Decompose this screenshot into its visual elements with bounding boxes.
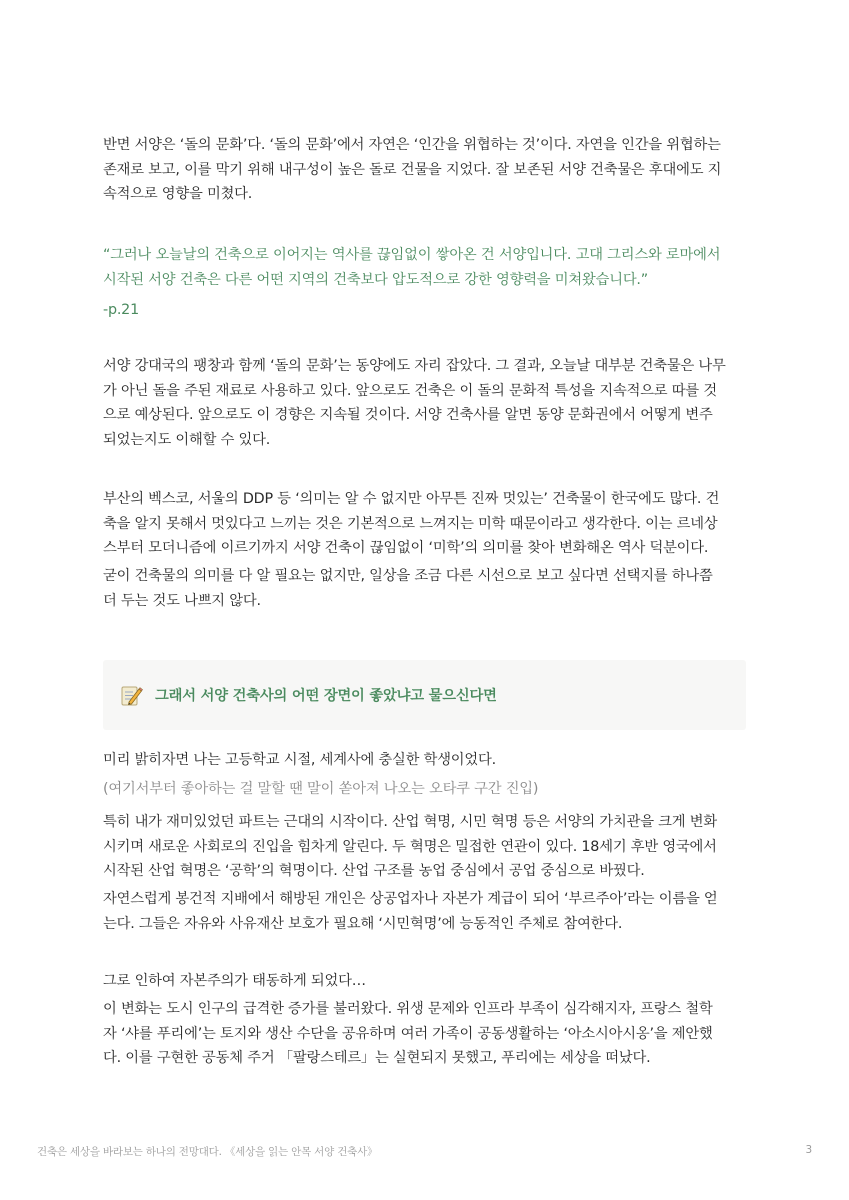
paragraph-fourier [103,997,713,1071]
text-line: 서양 강대국의 팽창과 함께 ‘돌의 문화’는 동양에도 자리 잡았다. 그 결과, 오늘날 대부분 건축물은 나무 [103,358,726,374]
text-line: 더 두는 것도 나쁘지 않다. [103,592,261,609]
quote-block [103,243,720,323]
text-line: 축을 알지 못해서 멋있다고 느끼는 것은 기본적으로 느껴지는 미학 때문이라고 생각한다. 이는 르네상 [103,515,718,532]
text-line: 으로 예상된다. 앞으로도 이 경향은 지속될 것이다. 서양 건축사를 알면 동양 문화권에서 어떻게 변주 [103,407,713,423]
paragraph-aside [103,777,538,802]
text-line: 는다. 그들은 자유와 사유재산 보호가 필요해 ‘시민혁명’에 능동적인 주체로 참여한다. [103,915,623,932]
paragraph-stone-culture [103,133,721,207]
text-line: 스부터 모더니즘에 이르기까지 서양 건축이 끊임없이 ‘미학’의 의미를 찾아 변화해온 역사 덕분이다. [103,540,709,556]
text-line: 반면 서양은 ‘돌의 문화’다. ‘돌의 문화’에서 자연은 ‘인간을 위협하는 것’이다. 자연을 인간을 위협하는 [103,137,721,153]
text-line: 다. 이를 구현한 공동체 주거 「팔랑스테르」는 실현되지 못했고, 푸리에는 세상을 떠났다. [103,1050,651,1066]
text-line: 되었는지도 이해할 수 있다. [103,431,271,448]
text-line: 자연스럽게 봉건적 지배에서 해방된 개인은 상공업자나 자본가 계급이 되어 ‘부르주아’라는 이름을 얻 [103,891,718,907]
paragraph-meaning [103,564,713,613]
quote-page-reference: -p.21 [103,302,139,318]
text-line: 미리 밝히자면 나는 고등학교 시절, 세계사에 충실한 학생이었다. [103,752,496,768]
text-line: 존재로 보고, 이를 막기 위해 내구성이 높은 돌로 건물을 지었다. 잘 보존된 서양 건축물은 후대에도 지 [103,161,722,178]
text-line: 굳이 건축물의 의미를 다 알 필요는 없지만, 일상을 조금 다른 시선으로 보고 싶다면 선택지를 하나쯤 [103,568,713,584]
text-line: 시키며 새로운 사회로의 진입을 힘차게 알린다. 두 혁명은 밀접한 연관이 있다. 18세기 후반 영국에서 [103,838,717,855]
paragraph-expansion [103,354,726,452]
quote-line: 시작된 서양 건축은 다른 어떤 지역의 건축보다 압도적으로 강한 영향력을 미쳐왔습니다.” [103,271,648,288]
text-line: 가 아닌 돌을 주된 재료로 사용하고 있다. 앞으로도 건축은 이 돌의 문화적 특성을 지속적으로 따를 것 [103,382,717,399]
paragraph-confession [103,748,496,773]
text-line: 그로 인하여 자본주의가 태동하게 되었다… [103,973,366,989]
aside-line: (여기서부터 좋아하는 걸 말할 땐 말이 쏟아져 나오는 오타쿠 구간 진입) [103,781,539,797]
text-line: 속적으로 영향을 미쳤다. [103,186,253,202]
paragraph-bourgeois [103,887,718,936]
quote-line: “그러나 오늘날의 건축으로 이어지는 역사를 끊임없이 쌓아온 건 서양입니다. 고대 그리스와 로마에서 [103,247,721,263]
memo-pencil-icon [119,683,143,707]
footer-caption: 건축은 세상을 바라보는 하나의 전망대다. 《세상을 읽는 안목 서양 건축사》 [37,1146,378,1158]
text-line: 이 변화는 도시 인구의 급격한 증가를 불러왔다. 위생 문제와 인프라 부족이 심각해지자, 프랑스 철학 [103,1001,713,1017]
paragraph-modern-era [103,810,717,884]
text-line: 부산의 벡스코, 서울의 DDP 등 ‘의미는 알 수 없지만 아무튼 진짜 멋있는’ 건축물이 한국에도 많다. 건 [103,491,720,507]
text-line: 특히 내가 재미있었던 파트는 근대의 시작이다. 산업 혁명, 시민 혁명 등은 서양의 가치관을 크게 변화 [103,814,717,830]
callout-box [103,660,746,730]
callout-title: 그래서 서양 건축사의 어떤 장면이 좋았냐고 물으신다면 [155,688,497,704]
text-line: 시작된 산업 혁명은 ‘공학’의 혁명이다. 산업 구조를 농업 중심에서 공업 중심으로 바꿨다. [103,863,645,879]
page-number: 3 [805,1144,812,1156]
paragraph-korean-buildings [103,487,719,561]
paragraph-capitalism [103,969,366,994]
text-line: 자 ‘샤를 푸리에’는 토지와 생산 수단을 공유하며 여러 가족이 공동생활하는 ‘아소시아시옹’을 제안했 [103,1025,713,1042]
